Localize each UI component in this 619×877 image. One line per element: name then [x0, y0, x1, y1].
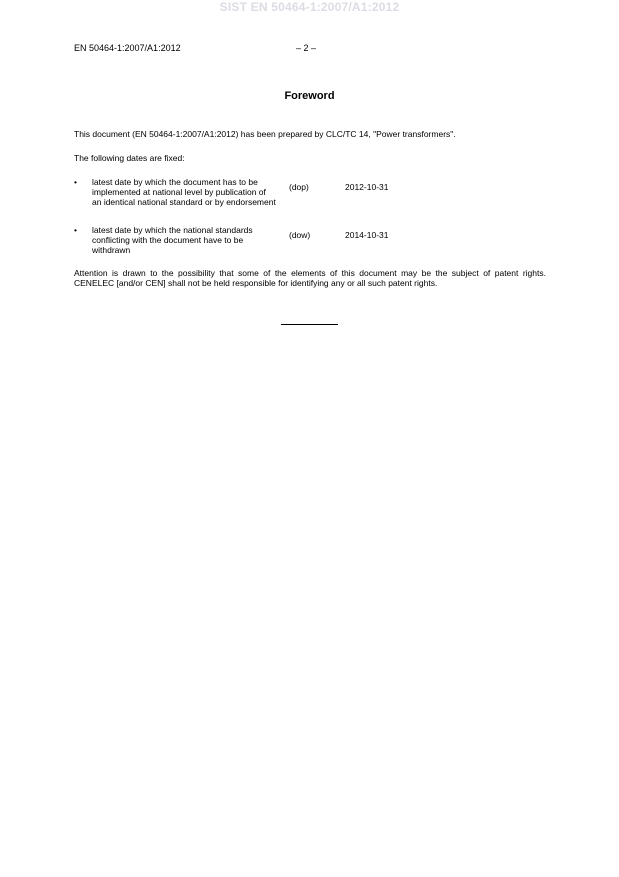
- date-description: latest date by which the national standards conflicting with the document have to be withdrawn: [92, 225, 253, 255]
- attention-paragraph: Attention is drawn to the possibility that some of the elements of this document may be the subject of patent rights. CENELEC [and/or CEN] shall not be held responsible for identifying any or all such patent rights.: [74, 268, 546, 288]
- intro-paragraph: This document (EN 50464-1:2007/A1:2012) has been prepared by CLC/TC 14, "Power transformers".: [74, 129, 456, 139]
- page-title: Foreword: [284, 90, 335, 102]
- bullet-marker: •: [74, 225, 77, 235]
- header-page-number: – 2 –: [296, 43, 317, 53]
- watermark: SIST EN 50464-1:2007/A1:2012: [219, 0, 400, 14]
- bullet-marker: •: [74, 177, 77, 187]
- date-code: (dow): [289, 230, 311, 240]
- date-value: 2014-10-31: [345, 230, 389, 240]
- date-code: (dop): [289, 182, 309, 192]
- date-value: 2012-10-31: [345, 182, 389, 192]
- header-document-id: EN 50464-1:2007/A1:2012: [74, 43, 181, 53]
- dates-intro-paragraph: The following dates are fixed:: [74, 153, 185, 163]
- end-divider: [281, 324, 338, 325]
- date-description: latest date by which the document has to be implemented at national level by publication of an identical national standard or by endorsement: [92, 177, 276, 207]
